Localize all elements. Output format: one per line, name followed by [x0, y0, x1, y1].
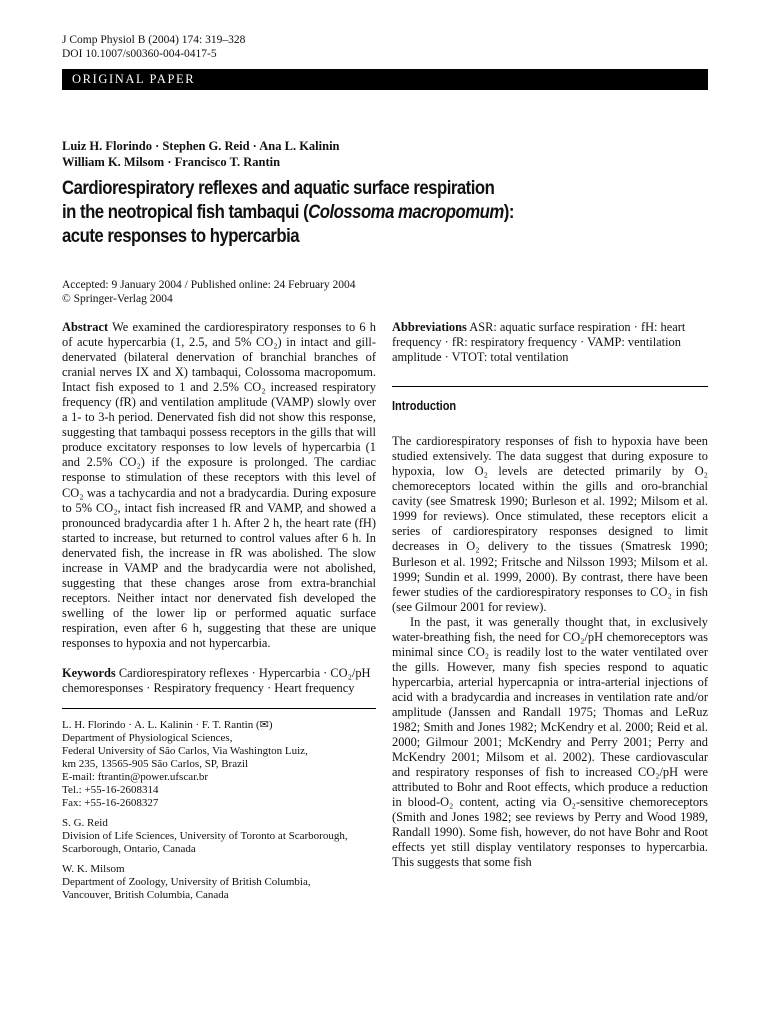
affiliation-block [62, 863, 376, 902]
accepted-published-dates: Accepted: 9 January 2004 / Published online: 24 February 2004 [62, 279, 356, 291]
affiliation-names: S. G. Reid [62, 817, 108, 830]
introduction-body [392, 434, 708, 870]
affiliation-line: Division of Life Sciences, University of Toronto at Scarborough, [62, 830, 348, 843]
left-column [62, 320, 376, 909]
title-line-1: Cardiorespiratory reflexes and aquatic surface respiration [62, 177, 495, 199]
copyright-notice: © Springer-Verlag 2004 [62, 292, 173, 305]
affiliation-line: E-mail: ftrantin@power.ufscar.br [62, 771, 209, 784]
introduction-section [392, 386, 708, 870]
title-line-2-pre: in the neotropical fish tambaqui ( [62, 201, 309, 223]
affiliation-line: Department of Zoology, University of British Columbia, [62, 876, 311, 889]
journal-doi: DOI 10.1007/s00360-004-0417-5 [62, 48, 217, 60]
affiliation-line: Fax: +55-16-2608327 [62, 797, 159, 810]
title-line-3: acute responses to hypercarbia [62, 225, 300, 247]
title-line-2-post: ): [503, 201, 514, 223]
affiliations [62, 719, 376, 902]
author-list [62, 138, 708, 170]
article-type-banner [62, 69, 708, 90]
article-title [62, 176, 618, 248]
section-divider [392, 386, 708, 387]
journal-header [62, 33, 245, 61]
affiliation-line: Scarborough, Ontario, Canada [62, 843, 196, 856]
introduction-paragraph-1: The cardiorespiratory responses of fish to hypoxia have been studied extensively. The data suggest that during exposure to hypoxia, low O₂ levels are detected primarily by O₂ chemoreceptors located within the gills and oro-branchial cavity (see Smatresk 1990; Burleson et al. 1992; Milsom et al. 1999 for reviews). Once stimulated, these receptors elicit a series of cardiorespiratory responses designed to limit decreases in O₂ delivery to the tissues (Smatresk 1990; Burleson et al. 1992; Fritsche and Nilsson 1993; Milsom et al. 1999; Sundin et al. 1999, 2000). By contrast, there have been fewer studies of the cardiorespiratory responses to CO₂ in fish (see Gilmour 2001 for review). [392, 434, 708, 614]
affiliation-line: Tel.: +55-16-2608314 [62, 784, 159, 797]
publication-dates [62, 279, 356, 306]
abbreviations [392, 320, 708, 365]
affiliation-block [62, 817, 376, 856]
article-type-label: ORIGINAL PAPER [72, 72, 196, 86]
journal-citation: J Comp Physiol B (2004) 174: 319–328 [62, 34, 246, 46]
abstract-text: We examined the cardiorespiratory responses to 6 h of acute hypercarbia (1, 2.5, and 5% CO₂) in intact and gill-denervated (bilateral denervation of branchial branches of cranial nerves IX and X) tambaqui, Colossoma macropomum. Intact fish exposed to 1 and 2.5% CO₂ increased respiratory frequency (fR) and ventilation amplitude (VAMP) slowly over a 1- to 3-h period. Denervated fish did not show this response, suggesting that tambaqui possess receptors in the gills that will produce excitatory responses to low levels of hypercarbia (1 and 2.5% CO₂) if the exposure is prolonged. The cardiac response to stimulation of these receptors with this level of CO₂ was a tachycardia and not a bradycardia. During exposure to 5% CO₂, intact fish increased fR and VAMP, and showed a pronounced bradycardia after 1 h. After 2 h, the heart rate (fH) started to increase, but returned to control values after 6 h. In denervated fish, the increase in fR was abolished. The slow increase in VAMP and the bradycardia were not abolished, suggesting that these changes arose from extra-branchial receptors. Neither intact nor denervated fish developed the swelling of the lower lip or performed aquatic surface respiration, even after 6 h, suggesting that these are unique responses to hypoxia and not hypercarbia. [62, 320, 376, 650]
affiliation-line: Federal University of São Carlos, Via Washington Luiz, [62, 745, 308, 758]
affiliation-line: km 235, 13565-905 São Carlos, SP, Brazil [62, 758, 249, 771]
authors-line-1: Luiz H. Florindo · Stephen G. Reid · Ana L. Kalinin [62, 139, 340, 153]
keywords-label: Keywords [62, 666, 116, 681]
affiliation-line: Vancouver, British Columbia, Canada [62, 889, 229, 902]
right-column [392, 320, 708, 871]
abstract-label: Abstract [62, 320, 109, 334]
abbreviations-label: Abbreviations [392, 320, 467, 334]
affiliation-divider [62, 708, 376, 709]
species-name: Colossoma macropomum [308, 201, 504, 223]
affiliation-names: L. H. Florindo · A. L. Kalinin · F. T. Rantin (✉) [62, 719, 273, 732]
keywords [62, 666, 376, 696]
authors-line-2: William K. Milsom · Francisco T. Rantin [62, 155, 281, 169]
keywords-text: Cardiorespiratory reflexes · Hypercarbia · CO₂/pH chemoresponses · Respiratory frequency · Heart frequency [62, 666, 371, 696]
title-line-2 [62, 200, 618, 224]
introduction-heading: Introduction [392, 399, 457, 414]
abbreviations-text: ASR: aquatic surface respiration · fH: heart frequency · fR: respiratory frequency · VAMP: ventilation amplitude · VTOT: total ventilation [392, 320, 686, 365]
affiliation-names: W. K. Milsom [62, 863, 125, 876]
affiliation-block [62, 719, 376, 810]
introduction-paragraph-2: In the past, it was generally thought that, in exclusively water-breathing fish, the need for CO₂/pH chemoreceptors was minimal since CO₂ is readily lost to the water ventilated over the gills. However, many fish species respond to aquatic hypercarbia, arterial hypercapnia or intra-arterial injections of acid with a bradycardia and increases in ventilation rate and/or amplitude (Janssen and Randall 1975; Thomas and LeRuz 1982; Smith and Jones 1982; McKendry et al. 2000; Reid et al. 2000; Gilmour 2001; McKendry and Perry 2001; Perry and McKendry 2001; Milsom et al. 2002). These cardiovascular and respiratory responses of fish to increased CO₂/pH were attributed to Bohr and Root effects, which produce a reduction in blood-O₂ content, acting via O₂-sensitive chemoreceptors (Smith and Jones 1982; see reviews by Perry and Wood 1989, Randall 1990). Some fish, however, do not have Bohr and Root effects yet still display ventilatory responses to hypercarbia. This suggests that some fish [392, 614, 708, 870]
abstract [62, 320, 376, 651]
affiliation-line: Department of Physiological Sciences, [62, 732, 233, 745]
